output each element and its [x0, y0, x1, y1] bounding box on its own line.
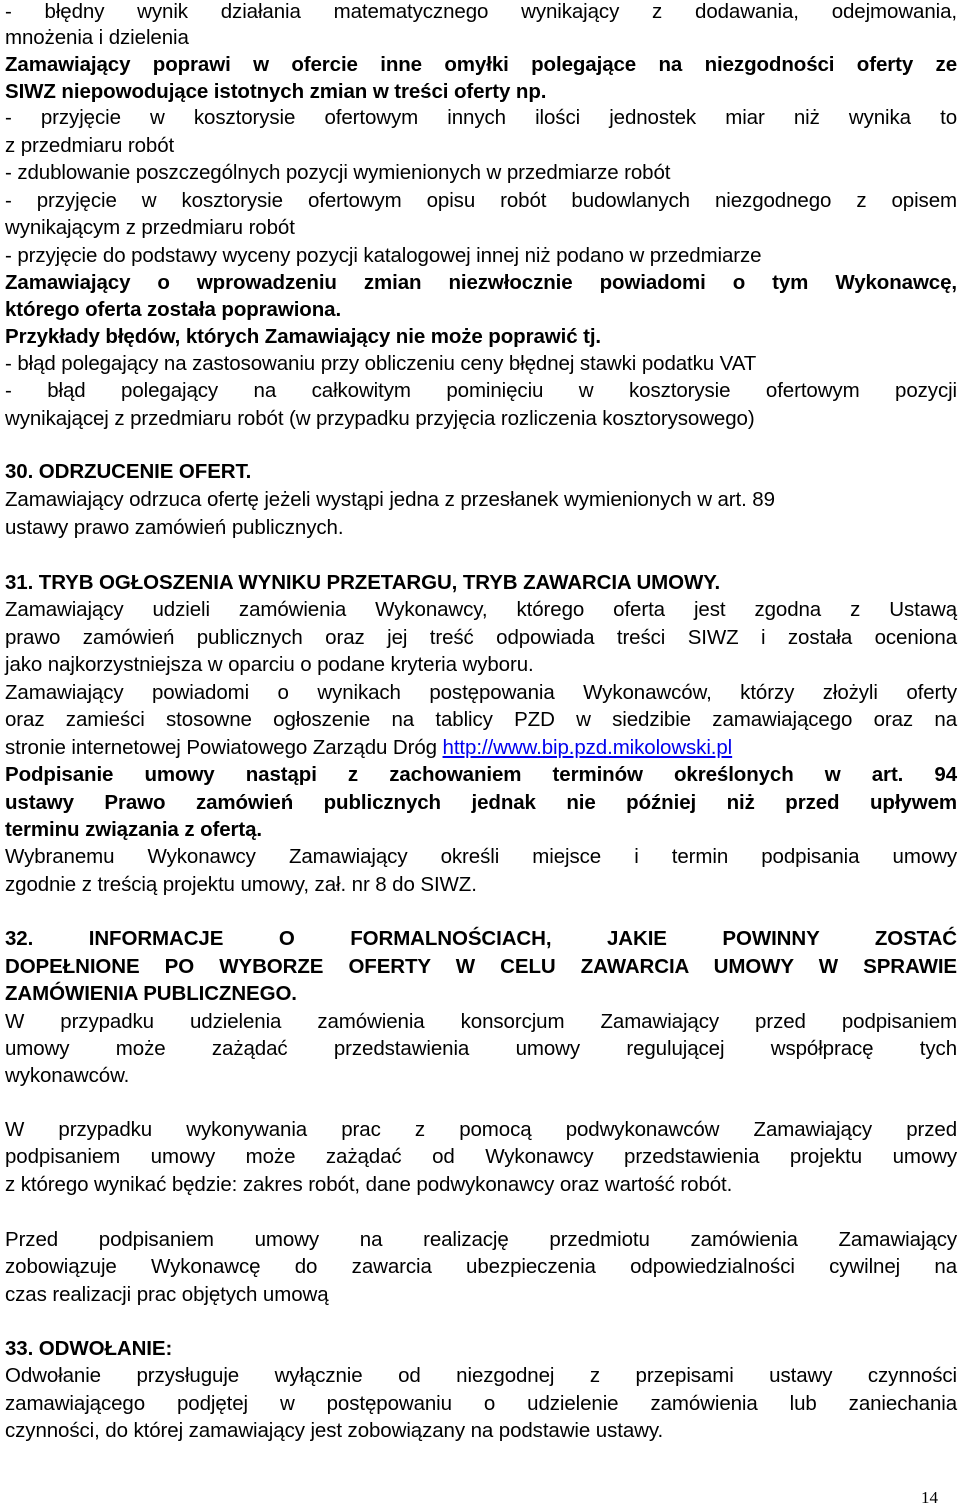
line-text: - błąd polegający na zastosowaniu przy obliczeniu ceny błędnej stawki podatku VAT: [5, 352, 757, 375]
text-line: [5, 0, 957, 24]
line-text: czas realizacji prac objętych umową: [5, 1283, 329, 1306]
line-text: Zamawiający odrzuca ofertę jeżeli wystąpi jedna z przesłanek wymienionych w art. 89: [5, 488, 775, 511]
line-text: terminu związania z ofertą.: [5, 818, 263, 841]
text-line: [5, 1118, 957, 1142]
heading-line: [5, 982, 957, 1006]
line-text: - zdublowanie poszczególnych pozycji wymienionych w przedmiarze robót: [5, 161, 671, 184]
line-text: 31. TRYB OGŁOSZENIA WYNIKU PRZETARGU, TRYB ZAWARCIA UMOWY.: [5, 571, 721, 594]
text-line: [5, 1064, 957, 1088]
line-text: ZAMÓWIENIA PUBLICZNEGO.: [5, 982, 297, 1005]
heading-line: [5, 763, 957, 787]
heading-line: [5, 818, 957, 842]
text-line: [5, 26, 957, 50]
line-text: wykonawców.: [5, 1064, 130, 1087]
line-text: Odwołanie przysługuje wyłącznie od niezgodnej z przepisami ustawy czynności: [5, 1364, 957, 1387]
line-text: 30. ODRZUCENIE OFERT.: [5, 460, 252, 483]
line-text: Zamawiający udzieli zamówienia Wykonawcy, którego oferta jest zgodna z Ustawą: [5, 598, 957, 621]
text-line: [5, 1228, 957, 1252]
heading-line: [5, 1337, 957, 1361]
text-line: [5, 1419, 957, 1443]
line-text: oraz zamieści stosowne ogłoszenie na tablicy PZD w siedzibie zamawiającego oraz na: [5, 708, 957, 731]
text-line: [5, 216, 957, 240]
line-text: DOPEŁNIONE PO WYBORZE OFERTY W CELU ZAWARCIA UMOWY W SPRAWIE: [5, 955, 957, 978]
line-text: z przedmiaru robót: [5, 134, 175, 157]
text-line: [5, 106, 957, 130]
text-line: [5, 598, 957, 622]
text-line: [5, 736, 957, 760]
text-line: [5, 161, 957, 185]
text-line: [5, 708, 957, 732]
line-text: - przyjęcie do podstawy wyceny pozycji katalogowej innej niż podano w przedmiarze: [5, 244, 762, 267]
heading-line: [5, 955, 957, 979]
line-text: zgodnie z treścią projektu umowy, zał. nr 8 do SIWZ.: [5, 873, 477, 896]
heading-line: [5, 271, 957, 295]
text-line: [5, 1364, 957, 1388]
line-text: stronie internetowej Powiatowego Zarządu Dróg: [5, 736, 443, 759]
line-text: którego oferta została poprawiona.: [5, 298, 342, 321]
text-line: [5, 244, 957, 268]
heading-line: [5, 571, 957, 595]
line-text: Wybranemu Wykonawcy Zamawiający określi miejsce i termin podpisania umowy: [5, 845, 957, 868]
heading-line: [5, 460, 957, 484]
line-text: czynności, do której zamawiający jest zobowiązany na podstawie ustawy.: [5, 1419, 664, 1442]
heading-line: [5, 298, 957, 322]
line-text: 33. ODWOŁANIE:: [5, 1337, 173, 1360]
text-line: [5, 189, 957, 213]
text-line: [5, 626, 957, 650]
line-text: Zamawiający o wprowadzeniu zmian niezwłocznie powiadomi o tym Wykonawcę,: [5, 271, 957, 294]
line-text: ustawy prawo zamówień publicznych.: [5, 516, 344, 539]
line-text: wynikającym z przedmiaru robót: [5, 216, 295, 239]
text-line: [5, 379, 957, 403]
line-text: - błędny wynik działania matematycznego wynikający z dodawania, odejmowania,: [5, 0, 957, 23]
line-text: - błąd polegający na całkowitym pominięciu w kosztorysie ofertowym pozycji: [5, 379, 957, 402]
heading-line: [5, 791, 957, 815]
text-line: [5, 1010, 957, 1034]
text-line: [5, 516, 957, 540]
heading-line: [5, 53, 957, 77]
line-text: - przyjęcie w kosztorysie ofertowym innych ilości jednostek miar niż wynika to: [5, 106, 957, 129]
line-text: zamawiającego podjętej w postępowaniu o udzielenie zamówienia lub zaniechania: [5, 1392, 957, 1415]
text-line: [5, 1173, 957, 1197]
line-text: - przyjęcie w kosztorysie ofertowym opisu robót budowlanych niezgodnego z opisem: [5, 189, 957, 212]
line-text: W przypadku udzielenia zamówienia konsorcjum Zamawiający przed podpisaniem: [5, 1010, 957, 1033]
heading-line: [5, 927, 957, 951]
line-text: SIWZ niepowodujące istotnych zmian w treści oferty np.: [5, 80, 547, 103]
line-text: umowy może zażądać przedstawienia umowy regulującej współpracę tych: [5, 1037, 957, 1060]
text-line: [5, 653, 957, 677]
text-line: [5, 407, 957, 431]
line-text: z którego wynikać będzie: zakres robót, dane podwykonawcy oraz wartość robót.: [5, 1173, 733, 1196]
line-text: jako najkorzystniejsza w oparciu o podane kryteria wyboru.: [5, 653, 534, 676]
text-line: [5, 1145, 957, 1169]
line-text: Zamawiający powiadomi o wynikach postępowania Wykonawców, którzy złożyli oferty: [5, 681, 957, 704]
page-number: 14: [921, 1488, 938, 1507]
bip-link[interactable]: http://www.bip.pzd.mikolowski.pl: [442, 736, 733, 759]
text-line: [5, 845, 957, 869]
text-line: [5, 873, 957, 897]
line-text: Zamawiający poprawi w ofercie inne omyłki polegające na niezgodności oferty ze: [5, 53, 957, 76]
text-line: [5, 1255, 957, 1279]
text-line: [5, 1283, 957, 1307]
line-text: podpisaniem umowy może zażądać od Wykonawcy przedstawienia projektu umowy: [5, 1145, 957, 1168]
line-text: ustawy Prawo zamówień publicznych jednak nie później niż przed upływem: [5, 791, 957, 814]
text-line: [5, 1392, 957, 1416]
text-line: [5, 681, 957, 705]
line-text: prawo zamówień publicznych oraz jej treść odpowiada treści SIWZ i została oceniona: [5, 626, 957, 649]
line-text: mnożenia i dzielenia: [5, 26, 189, 49]
heading-line: [5, 80, 957, 104]
line-text: Przykłady błędów, których Zamawiający nie może poprawić tj.: [5, 325, 602, 348]
line-text: wynikającej z przedmiaru robót (w przypadku przyjęcia rozliczenia kosztorysowego): [5, 407, 755, 430]
line-text: 32. INFORMACJE O FORMALNOŚCIACH, JAKIE POWINNY ZOSTAĆ: [5, 927, 957, 950]
text-line: [5, 134, 957, 158]
line-text: W przypadku wykonywania prac z pomocą podwykonawców Zamawiający przed: [5, 1118, 957, 1141]
text-line: [5, 1037, 957, 1061]
line-text: Przed podpisaniem umowy na realizację przedmiotu zamówienia Zamawiający: [5, 1228, 957, 1251]
heading-line: [5, 325, 957, 349]
text-line: [5, 352, 957, 376]
line-text: zobowiązuje Wykonawcę do zawarcia ubezpieczenia odpowiedzialności cywilnej na: [5, 1255, 957, 1278]
text-line: [5, 488, 957, 512]
line-text: Podpisanie umowy nastąpi z zachowaniem terminów określonych w art. 94: [5, 763, 957, 786]
